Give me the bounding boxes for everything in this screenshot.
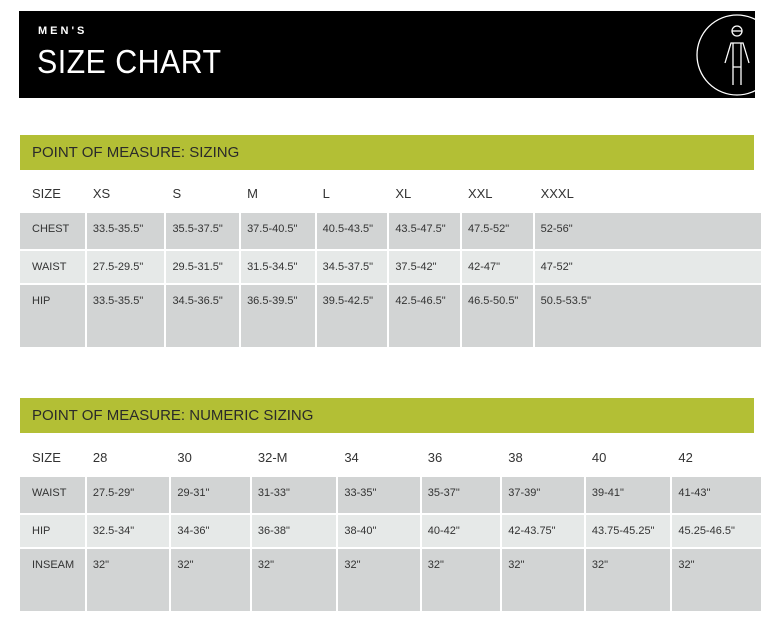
row-label: HIP <box>20 285 85 347</box>
table-row <box>20 251 761 283</box>
cell: 32" <box>422 549 500 611</box>
row-label: CHEST <box>20 213 85 249</box>
table-row <box>20 213 761 249</box>
size-cell: 40 <box>586 439 671 475</box>
cell: 32" <box>87 549 170 611</box>
size-cell: XS <box>87 175 165 211</box>
header-subtitle: MEN'S <box>38 25 88 37</box>
cell: 38-40" <box>338 515 419 547</box>
cell: 32" <box>338 549 419 611</box>
cell: 31-33" <box>252 477 336 513</box>
size-cell: L <box>317 175 388 211</box>
size-cell: S <box>166 175 239 211</box>
cell: 40-42" <box>422 515 500 547</box>
cell: 47-52" <box>535 251 761 283</box>
size-cell: 30 <box>171 439 249 475</box>
cell: 35.5-37.5" <box>166 213 239 249</box>
cell: 37.5-40.5" <box>241 213 315 249</box>
size-cell: 34 <box>338 439 419 475</box>
cell: 37.5-42" <box>389 251 460 283</box>
numeric-sizing-table <box>18 437 763 613</box>
cell: 34.5-36.5" <box>166 285 239 347</box>
cell: 36-38" <box>252 515 336 547</box>
cell: 41-43" <box>672 477 761 513</box>
page-title: SIZE CHART <box>37 43 222 80</box>
table-row <box>20 549 761 611</box>
cell: 39-41" <box>586 477 671 513</box>
cell: 52-56" <box>535 213 761 249</box>
size-cell: XL <box>389 175 460 211</box>
size-label: SIZE <box>20 175 85 211</box>
cell: 46.5-50.5" <box>462 285 533 347</box>
cell: 32" <box>252 549 336 611</box>
row-label: WAIST <box>20 477 85 513</box>
size-label: SIZE <box>20 439 85 475</box>
sizing-table <box>18 173 763 349</box>
row-label: INSEAM <box>20 549 85 611</box>
cell: 43.75-45.25" <box>586 515 671 547</box>
size-cell: 32-M <box>252 439 336 475</box>
cell: 37-39" <box>502 477 584 513</box>
cell: 42-47" <box>462 251 533 283</box>
table-row <box>20 515 761 547</box>
size-cell: XXXL <box>535 175 761 211</box>
size-cell: 38 <box>502 439 584 475</box>
cell: 47.5-52" <box>462 213 533 249</box>
cell: 31.5-34.5" <box>241 251 315 283</box>
cell: 32" <box>586 549 671 611</box>
cell: 32.5-34" <box>87 515 170 547</box>
cell: 39.5-42.5" <box>317 285 388 347</box>
table-row <box>20 285 761 347</box>
table-row <box>20 477 761 513</box>
cell: 29.5-31.5" <box>166 251 239 283</box>
cell: 43.5-47.5" <box>389 213 460 249</box>
row-label: WAIST <box>20 251 85 283</box>
size-cell: M <box>241 175 315 211</box>
sizing-section-title: POINT OF MEASURE: SIZING <box>20 135 754 170</box>
cell: 34-36" <box>171 515 249 547</box>
cell: 36.5-39.5" <box>241 285 315 347</box>
cell: 50.5-53.5" <box>535 285 761 347</box>
cell: 27.5-29.5" <box>87 251 165 283</box>
cell: 42.5-46.5" <box>389 285 460 347</box>
cell: 33-35" <box>338 477 419 513</box>
person-figure-icon <box>689 13 755 97</box>
cell: 34.5-37.5" <box>317 251 388 283</box>
size-cell: XXL <box>462 175 533 211</box>
cell: 35-37" <box>422 477 500 513</box>
cell: 32" <box>171 549 249 611</box>
cell: 29-31" <box>171 477 249 513</box>
cell: 33.5-35.5" <box>87 213 165 249</box>
cell: 40.5-43.5" <box>317 213 388 249</box>
size-header-row <box>20 439 761 475</box>
cell: 42-43.75" <box>502 515 584 547</box>
numeric-section-title: POINT OF MEASURE: NUMERIC SIZING <box>20 398 754 433</box>
cell: 45.25-46.5" <box>672 515 761 547</box>
row-label: HIP <box>20 515 85 547</box>
cell: 33.5-35.5" <box>87 285 165 347</box>
size-cell: 36 <box>422 439 500 475</box>
size-header-row <box>20 175 761 211</box>
cell: 27.5-29" <box>87 477 170 513</box>
cell: 32" <box>672 549 761 611</box>
page-header <box>19 11 755 98</box>
size-cell: 28 <box>87 439 170 475</box>
cell: 32" <box>502 549 584 611</box>
size-cell: 42 <box>672 439 761 475</box>
